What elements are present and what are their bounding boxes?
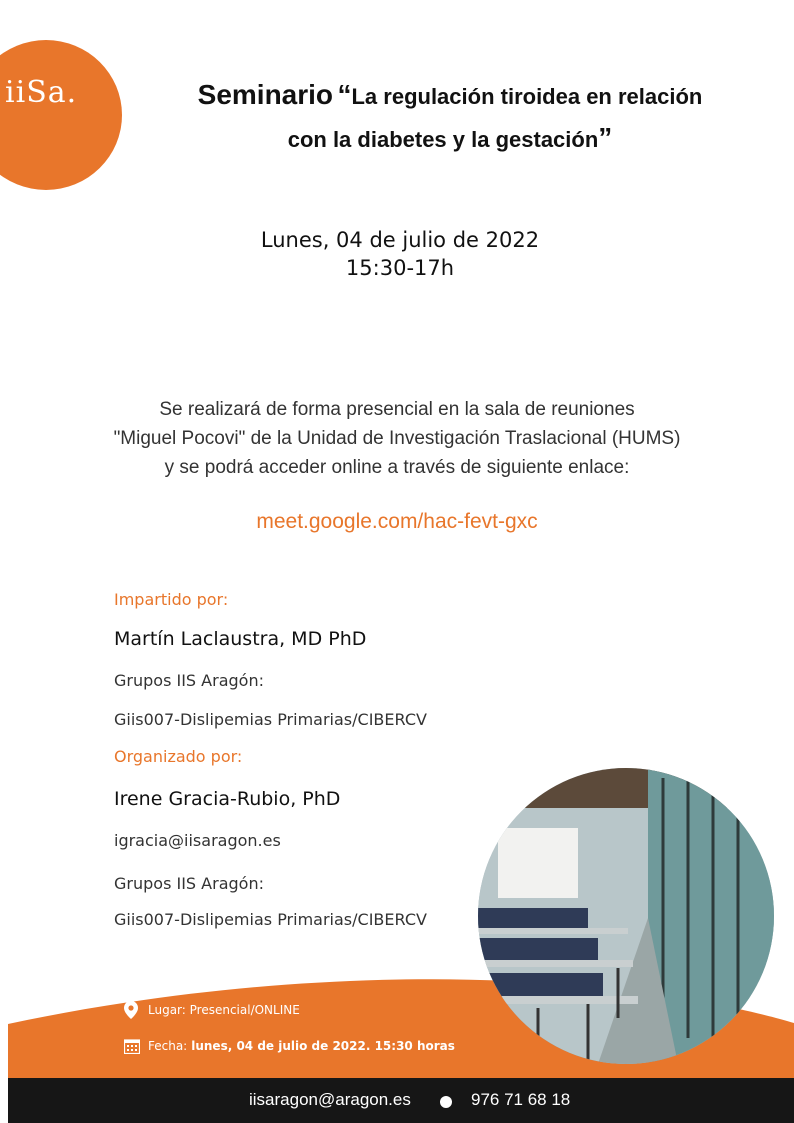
event-time: 15:30-17h — [345, 256, 455, 280]
title-open-quote: “ — [337, 79, 352, 110]
description-line-1: Se realizará de forma presencial en la sala de reuniones — [159, 399, 635, 420]
calendar-icon — [124, 1038, 140, 1054]
footer-date-value: lunes, 04 de julio de 2022. 15:30 horas — [191, 1039, 455, 1053]
footer-place-label: Lugar: Presencial/ONLINE — [148, 1003, 300, 1017]
speaker-group: Giis007-Dislipemias Primarias/CIBERCV — [114, 710, 427, 729]
title-line-1: La regulación tiroidea en relación — [351, 84, 703, 109]
speaker-label: Impartido por: — [114, 590, 229, 609]
contact-email[interactable]: iisaragon@aragon.es — [249, 1090, 411, 1109]
meeting-link[interactable]: meet.google.com/hac-fevt-gxc — [256, 510, 538, 533]
title-word: Seminario — [197, 79, 334, 110]
title-close-quote: ” — [598, 122, 613, 153]
organizer-name: Irene Gracia-Rubio, PhD — [114, 788, 341, 810]
separator-dot-icon — [440, 1096, 452, 1108]
description-line-2: "Miguel Pocovi" de la Unidad de Investigación Traslacional (HUMS) — [113, 428, 681, 449]
seminar-title — [140, 76, 760, 162]
footer-place — [124, 1001, 300, 1019]
event-description — [40, 395, 754, 482]
title-line-2: con la diabetes y la gestación — [287, 127, 599, 152]
event-datetime — [240, 226, 560, 282]
location-pin-icon — [124, 1001, 138, 1019]
organizer-groups-label: Grupos IIS Aragón: — [114, 874, 264, 893]
contact-phone[interactable]: 976 71 68 18 — [471, 1090, 571, 1109]
speaker-name: Martín Laclaustra, MD PhD — [114, 628, 367, 650]
description-line-3: y se podrá acceder online a través de siguiente enlace: — [164, 457, 630, 478]
organizer-email[interactable]: igracia@iisaragon.es — [114, 831, 281, 850]
organizer-group: Giis007-Dislipemias Primarias/CIBERCV — [114, 910, 427, 929]
footer-date — [124, 1038, 455, 1054]
contact-bar — [8, 1078, 794, 1123]
logo — [0, 40, 122, 190]
event-date: Lunes, 04 de julio de 2022 — [260, 228, 540, 252]
organizer-label: Organizado por: — [114, 747, 243, 766]
classroom-photo — [478, 768, 774, 1064]
speaker-groups-label: Grupos IIS Aragón: — [114, 671, 264, 690]
logo-text: iiSa. — [5, 75, 78, 110]
footer-date-prefix: Fecha: — [148, 1039, 188, 1053]
